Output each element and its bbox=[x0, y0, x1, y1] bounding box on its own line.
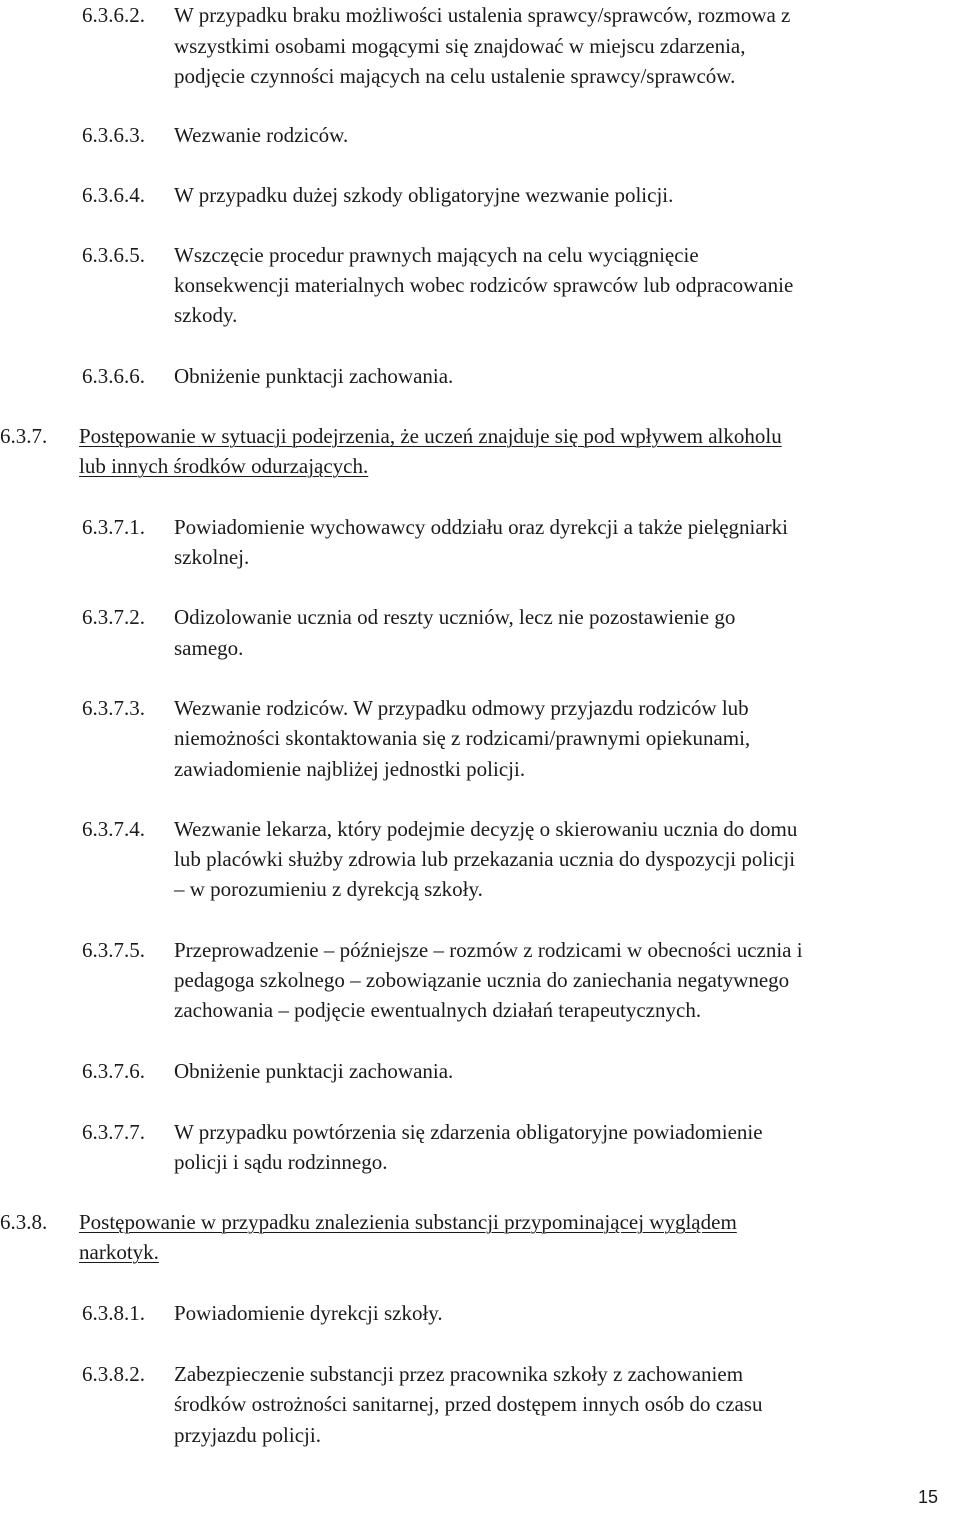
item-text: Wezwanie rodziców. W przypadku odmowy przyjazdu rodziców lub bbox=[174, 696, 749, 720]
item-text: konsekwencji materialnych wobec rodziców sprawców lub odpracowanie bbox=[174, 273, 794, 297]
item-text: Wezwanie rodziców. bbox=[174, 123, 349, 147]
item-text: Obniżenie punktacji zachowania. bbox=[174, 364, 454, 388]
item-text: Zabezpieczenie substancji przez pracownika szkoły z zachowaniem bbox=[174, 1362, 744, 1386]
item-text: policji i sądu rodzinnego. bbox=[174, 1150, 388, 1174]
page-number: 15 bbox=[917, 1487, 938, 1507]
item-number: 6.3.7.5. bbox=[82, 938, 145, 962]
item-text: wszystkimi osobami mogącymi się znajdować w miejscu zdarzenia, bbox=[174, 34, 746, 58]
item-text: niemożności skontaktowania się z rodzicami/prawnymi opiekunami, bbox=[174, 726, 751, 750]
item-number: 6.3.8.1. bbox=[82, 1301, 145, 1325]
item-text: W przypadku powtórzenia się zdarzenia obligatoryjne powiadomienie bbox=[174, 1120, 763, 1144]
item-text: Wezwanie lekarza, który podejmie decyzję o skierowaniu ucznia do domu bbox=[174, 817, 798, 841]
item-text: samego. bbox=[174, 636, 244, 660]
item-text: szkolnej. bbox=[174, 545, 250, 569]
item-number: 6.3.6.6. bbox=[82, 364, 145, 388]
item-text: szkody. bbox=[174, 303, 238, 327]
item-number: 6.3.6.2. bbox=[82, 3, 145, 27]
item-number: 6.3.6.3. bbox=[82, 123, 145, 147]
section-number: 6.3.8. bbox=[0, 1210, 48, 1234]
item-number: 6.3.7.1. bbox=[82, 515, 145, 539]
item-number: 6.3.7.3. bbox=[82, 696, 145, 720]
item-text: Wszczęcie procedur prawnych mających na celu wyciągnięcie bbox=[174, 243, 699, 267]
item-text: lub placówki służby zdrowia lub przekazania ucznia do dyspozycji policji bbox=[174, 847, 796, 871]
item-number: 6.3.6.5. bbox=[82, 243, 145, 267]
item-text: zachowania – podjęcie ewentualnych działań terapeutycznych. bbox=[174, 998, 702, 1022]
item-text: podjęcie czynności mających na celu ustalenie sprawcy/sprawców. bbox=[174, 64, 736, 88]
item-text: Przeprowadzenie – późniejsze – rozmów z rodzicami w obecności ucznia i bbox=[174, 938, 803, 962]
item-text: przyjazdu policji. bbox=[174, 1423, 321, 1447]
item-text: Obniżenie punktacji zachowania. bbox=[174, 1059, 454, 1083]
item-number: 6.3.8.2. bbox=[82, 1362, 145, 1386]
item-text: W przypadku dużej szkody obligatoryjne wezwanie policji. bbox=[174, 183, 674, 207]
item-number: 6.3.7.6. bbox=[82, 1059, 145, 1083]
item-number: 6.3.6.4. bbox=[82, 183, 145, 207]
item-text: – w porozumieniu z dyrekcją szkoły. bbox=[174, 877, 483, 901]
item-number: 6.3.7.7. bbox=[82, 1120, 145, 1144]
item-text: Powiadomienie dyrekcji szkoły. bbox=[174, 1301, 443, 1325]
item-number: 6.3.7.4. bbox=[82, 817, 145, 841]
section-title: Postępowanie w przypadku znalezienia substancji przypominającej wyglądem bbox=[79, 1210, 737, 1234]
item-text: zawiadomienie najbliżej jednostki policji. bbox=[174, 757, 526, 781]
section-number: 6.3.7. bbox=[0, 424, 48, 448]
section-title: narkotyk. bbox=[79, 1240, 159, 1264]
item-text: W przypadku braku możliwości ustalenia sprawcy/sprawców, rozmowa z bbox=[174, 3, 791, 27]
item-number: 6.3.7.2. bbox=[82, 605, 145, 629]
item-text: Powiadomienie wychowawcy oddziału oraz dyrekcji a także pielęgniarki bbox=[174, 515, 789, 539]
section-title: Postępowanie w sytuacji podejrzenia, że uczeń znajduje się pod wpływem alkoholu bbox=[79, 424, 782, 448]
item-text: Odizolowanie ucznia od reszty uczniów, lecz nie pozostawienie go bbox=[174, 605, 736, 629]
section-title: lub innych środków odurzających. bbox=[79, 454, 369, 478]
item-text: pedagoga szkolnego – zobowiązanie ucznia do zaniechania negatywnego bbox=[174, 968, 790, 992]
item-text: środków ostrożności sanitarnej, przed dostępem innych osób do czasu bbox=[174, 1392, 763, 1416]
